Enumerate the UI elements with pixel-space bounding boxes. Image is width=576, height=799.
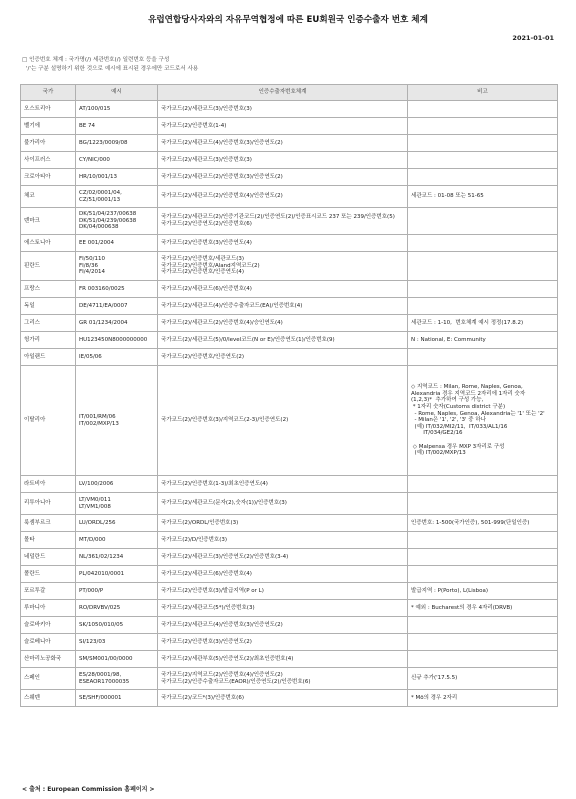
cell-country: 라트비아 (21, 476, 76, 493)
table-row (21, 186, 558, 208)
cell-note: N : National, E: Community (408, 332, 558, 349)
cell-example: AT/100/015 (76, 101, 158, 118)
cell-note (408, 252, 558, 281)
cell-example: HR/10/001/13 (76, 169, 158, 186)
table-row (21, 366, 558, 476)
cell-example: CZ/02/0001/04, CZ/51/0001/13 (76, 186, 158, 208)
source-note: < 출처 : European Commission 홈페이지 > (22, 786, 155, 793)
cell-note: 인증번호: 1-500(국가인증), 501-999(단일인증) (408, 515, 558, 532)
cell-scheme: 국가코드(2)/세관코드(4)/인증번호(3)/인증연도(2) (158, 135, 408, 152)
cell-scheme: 국가코드(2)/세관코드(4)/인증번호(3)/인증연도(2) (158, 617, 408, 634)
table-row (21, 549, 558, 566)
table-row (21, 600, 558, 617)
cell-example: NL/361/02/1234 (76, 549, 158, 566)
cell-note (408, 493, 558, 515)
document-title: 유럽연합당사자와의 자유무역협정에 따른 EU회원국 인증수출자 번호 체계 (148, 15, 428, 25)
cell-scheme: 국가코드(2)/세관코드(문자(2),숫자(1))/인증번호(3) (158, 493, 408, 515)
table-row (21, 298, 558, 315)
table-row (21, 651, 558, 668)
cell-country: 체코 (21, 186, 76, 208)
cell-note (408, 169, 558, 186)
cell-example: CY/NIC/000 (76, 152, 158, 169)
cell-country: 스페인 (21, 668, 76, 690)
header-note: 비고 (408, 85, 558, 101)
cell-country: 헝가리 (21, 332, 76, 349)
table-row (21, 252, 558, 281)
table-row (21, 281, 558, 298)
cell-example: GR 01/1234/2004 (76, 315, 158, 332)
table-row (21, 118, 558, 135)
cell-note (408, 476, 558, 493)
cell-example: LT/VM0/011 LT/VM1/008 (76, 493, 158, 515)
cell-example: SM/SM001/00/0000 (76, 651, 158, 668)
cell-note: 발급지역 : P(Porto), L(Lisboa) (408, 583, 558, 600)
cell-note (408, 532, 558, 549)
cell-example: EE 001/2004 (76, 235, 158, 252)
cell-example: PT/000/P (76, 583, 158, 600)
cell-scheme: 국가코드(2)/세관코드(2)/인증번호(4)/인증연도(2) (158, 186, 408, 208)
cell-scheme: 국가코드(2)/세관코드(2)/인증번호(4)/승인연도(4) (158, 315, 408, 332)
cell-scheme: 국가코드(2)/세관코드(4)/인증수출자코드(EA)/인증번호(4) (158, 298, 408, 315)
cell-note: ◇ 지역코드 : Milan, Rome, Naples, Genoa, Alexandria 경우 지역코드 2자리에 1자리 숫자 (1,2,3)* 추가하여 구성 가능, * 1자리 숫자(Customs district 구분) - Rome, Naples, Genoa, Alexandria는 '1' 또는 '2' - Milan은 '1', '2', '3' 중 하나 (예) IT/032/MI2/11, IT/033/AL1/16 IT/034/GE2/16 ◇ Malpensa 경우 MXP 3자리로 구성 (예) IT/002/MXP/13 (408, 366, 558, 476)
cell-example: ES/28/0001/98, ESEAOR17000035 (76, 668, 158, 690)
cell-scheme: 국가코드(2)/ORDL/인증번호(3) (158, 515, 408, 532)
cell-note (408, 235, 558, 252)
cell-country: 덴마크 (21, 208, 76, 235)
cell-country: 포르투갈 (21, 583, 76, 600)
cell-example: MT/D/000 (76, 532, 158, 549)
cell-example: SE/SHF/000001 (76, 690, 158, 707)
cell-scheme: 국가코드(2)/인증번호(3)/인증연도(4) (158, 235, 408, 252)
cell-scheme: 국가코드(2)/인증번호(1-3)/최초인증연도(4) (158, 476, 408, 493)
cell-example: LU/ORDL/256 (76, 515, 158, 532)
cell-example: DK/51/04/237/00638 DK/51/04/239/00638 DK/04/000638 (76, 208, 158, 235)
cell-note (408, 549, 558, 566)
cell-scheme: 국가코드(2)/인증번호(3)/지역코드(2-3)/인증연도(2) (158, 366, 408, 476)
table-row (21, 566, 558, 583)
cell-scheme: 국가코드(2)/세관코드(5)/0/level코드(N or E)/인증연도(1)/인증번호(9) (158, 332, 408, 349)
cell-scheme: 국가코드(2)/세관코드(5*)/인증번호(3) (158, 600, 408, 617)
cell-country: 핀란드 (21, 252, 76, 281)
intro-note: □ 인증번호 체계 : 국가명(/) 세관번호(/) 일련번호 등을 구성 (22, 57, 170, 63)
cell-country: 아일랜드 (21, 349, 76, 366)
document-date: 2021-01-01 (512, 34, 554, 42)
cell-example: SK/1050/010/05 (76, 617, 158, 634)
cell-note: 세관코드 : 1-10, 번호체계 예시 정정(17.8.2) (408, 315, 558, 332)
cell-country: 슬로바키아 (21, 617, 76, 634)
cell-scheme: 국가코드(2)/세관코드(3)/인증연도(2)/인증번호(3-4) (158, 549, 408, 566)
cell-scheme: 국가코드(2)/D/인증번호(3) (158, 532, 408, 549)
cell-scheme: 국가코드(2)/인증번호(3)/발급지역(P or L) (158, 583, 408, 600)
cell-note: 신규 추가('17.5.5) (408, 668, 558, 690)
cell-scheme: 국가코드(2)/인증번호/인증연도(2) (158, 349, 408, 366)
table-row (21, 532, 558, 549)
cell-example: IE/05/06 (76, 349, 158, 366)
table-row (21, 208, 558, 235)
cell-country: 몰타 (21, 532, 76, 549)
cell-country: 사이프러스 (21, 152, 76, 169)
cell-note (408, 208, 558, 235)
cell-example: RO/DRVBV/025 (76, 600, 158, 617)
cell-note (408, 101, 558, 118)
table-row (21, 634, 558, 651)
cell-country: 룩셈부르크 (21, 515, 76, 532)
cell-country: 그리스 (21, 315, 76, 332)
scheme-table (20, 84, 558, 707)
table-row (21, 690, 558, 707)
cell-note (408, 651, 558, 668)
cell-example: BG/1223/0009/08 (76, 135, 158, 152)
cell-example: SI/123/03 (76, 634, 158, 651)
cell-scheme: 국가코드(2)/세관코드(3)/인증번호(3) (158, 152, 408, 169)
table-row (21, 617, 558, 634)
cell-country: 에스토니아 (21, 235, 76, 252)
cell-country: 루마니아 (21, 600, 76, 617)
intro-note-detail: '/'는 구분 설명하기 위한 것으로 예시에 표시된 경우에만 코드로서 사용 (26, 66, 199, 72)
cell-country: 벨기에 (21, 118, 76, 135)
table-header-row (21, 85, 558, 101)
cell-note: 세관코드 : 01-08 또는 51-65 (408, 186, 558, 208)
table-row (21, 235, 558, 252)
cell-country: 독일 (21, 298, 76, 315)
table-row (21, 135, 558, 152)
cell-example: BE 74 (76, 118, 158, 135)
cell-scheme: 국가코드(2)/세관부호(5)/인증연도(2)/최초인증번호(4) (158, 651, 408, 668)
cell-note (408, 152, 558, 169)
cell-note (408, 118, 558, 135)
cell-note: * Mō의 경우 2자리 (408, 690, 558, 707)
cell-country: 이탈리아 (21, 366, 76, 476)
cell-scheme: 국가코드(2)/세관코드(3)/인증번호(3) (158, 101, 408, 118)
cell-example: LV/100/2006 (76, 476, 158, 493)
cell-country: 불가리아 (21, 135, 76, 152)
cell-country: 폴란드 (21, 566, 76, 583)
cell-scheme: 국가코드(2)/세관코드(6)/인증번호(4) (158, 566, 408, 583)
header-example: 예시 (76, 85, 158, 101)
table-row (21, 515, 558, 532)
cell-scheme: 국가코드(2)/인증번호(3)/인증연도(2) (158, 634, 408, 651)
cell-scheme: 국가코드(2)/지역코드(2)/인증번호(4)/인증연도(2) 국가코드(2)/인증수출자코드(EAOR)/인증연도(2)/인증번호(6) (158, 668, 408, 690)
cell-country: 크로아티아 (21, 169, 76, 186)
table-row (21, 668, 558, 690)
cell-country: 네덜란드 (21, 549, 76, 566)
cell-scheme: 국가코드(2)/세관코드(2)/인증번호(3)/인증연도(2) (158, 169, 408, 186)
table-row (21, 101, 558, 118)
cell-scheme: 국가코드(2)/세관코드(6)/인증번호(4) (158, 281, 408, 298)
cell-example: FR 003160/0025 (76, 281, 158, 298)
cell-country: 프랑스 (21, 281, 76, 298)
cell-note: * 예외 : Bucharest의 경우 4자리(DRVB) (408, 600, 558, 617)
table-row (21, 476, 558, 493)
cell-scheme: 국가코드(2)/인증번호(1-4) (158, 118, 408, 135)
cell-note (408, 634, 558, 651)
cell-scheme: 국가코드(2)/코드*(3)/인증번호(6) (158, 690, 408, 707)
cell-country: 스웨덴 (21, 690, 76, 707)
table-row (21, 349, 558, 366)
table-row (21, 315, 558, 332)
cell-example: PL/042010/0001 (76, 566, 158, 583)
cell-scheme: 국가코드(2)/세관코드(2)/인증기관코드(2)/인증연도(2)/인증표시코드 237 또는 239/인증번호(5) 국가코드(2)/인증연도(2)/인증번호(6) (158, 208, 408, 235)
cell-note (408, 281, 558, 298)
cell-country: 산마리노공화국 (21, 651, 76, 668)
table-row (21, 332, 558, 349)
cell-country: 슬로베니아 (21, 634, 76, 651)
table-row (21, 583, 558, 600)
cell-note (408, 617, 558, 634)
cell-note (408, 298, 558, 315)
cell-example: HU123450N8000000000 (76, 332, 158, 349)
cell-country: 리투아니아 (21, 493, 76, 515)
table-row (21, 169, 558, 186)
table-row (21, 493, 558, 515)
table-row (21, 152, 558, 169)
cell-note (408, 135, 558, 152)
cell-example: FI/50/110 FI/8/36 FI/4/2014 (76, 252, 158, 281)
cell-note (408, 349, 558, 366)
header-country: 국가 (21, 85, 76, 101)
cell-example: DE/4711/EA/0007 (76, 298, 158, 315)
cell-country: 오스트리아 (21, 101, 76, 118)
header-scheme: 인증수출자번호체계 (158, 85, 408, 101)
cell-scheme: 국가코드(2)/인증번호/세관코드(3) 국가코드(2)/인증번호/Aland지역코드(2) 국가코드(2)/인증번호/인증연도(4) (158, 252, 408, 281)
cell-note (408, 566, 558, 583)
cell-example: IT/001/RM/06 IT/002/MXP/13 (76, 366, 158, 476)
